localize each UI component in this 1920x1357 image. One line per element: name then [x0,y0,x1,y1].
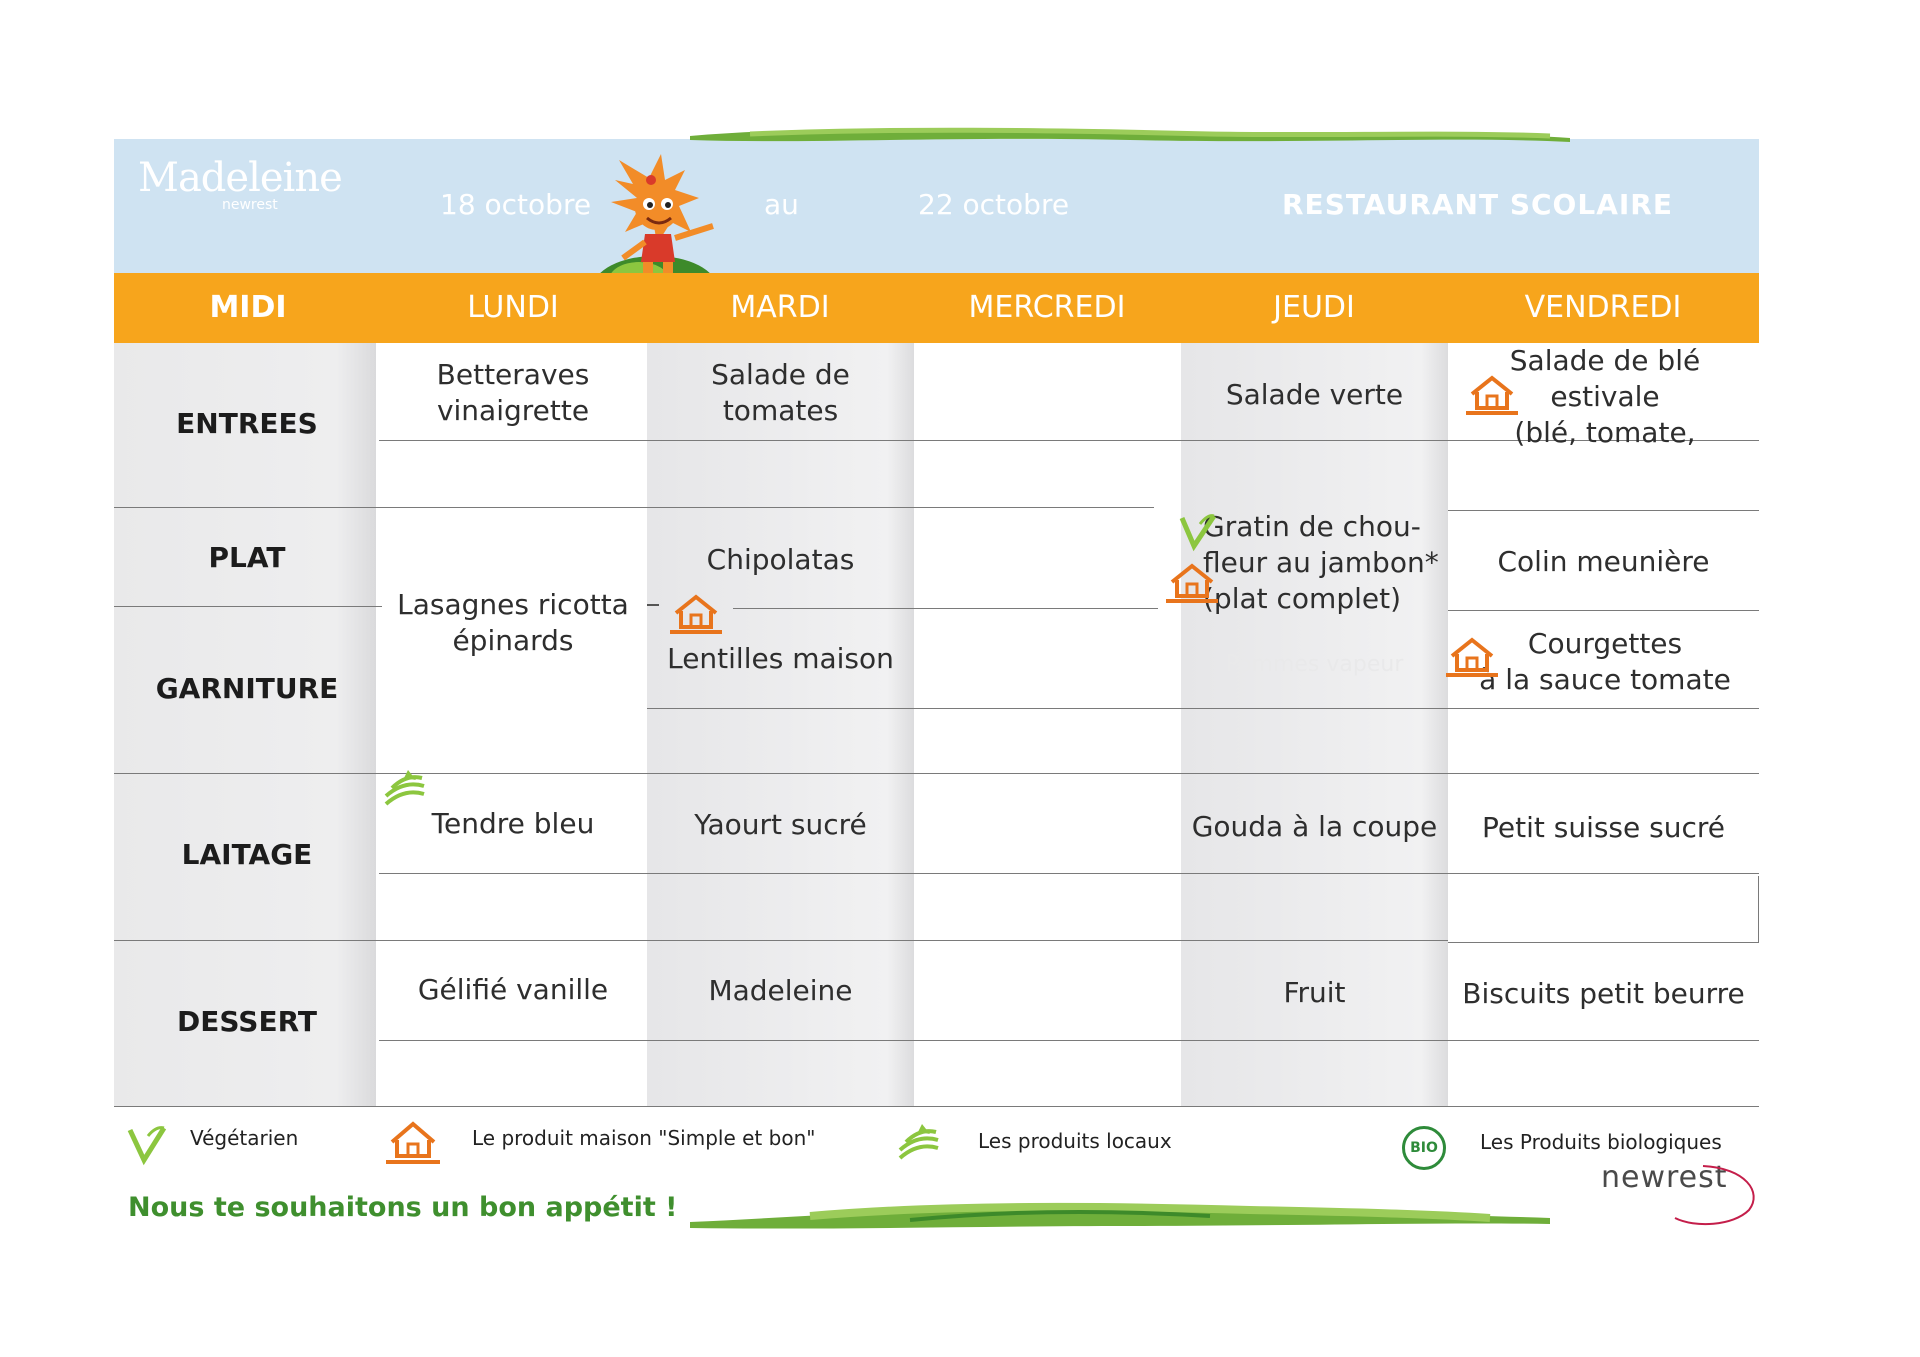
vendredi-garniture [1470,626,1740,698]
corner-label-midi: MIDI [209,290,287,325]
row-label-laitage: LAITAGE [181,838,313,871]
row-label-column [114,343,376,1106]
grid-line [114,507,1154,508]
vendredi-garniture-line: Courgettes [1527,627,1683,660]
lundi-plat [379,587,647,659]
homemade-house-icon [1164,560,1220,604]
leaf-garland-top [690,124,1570,148]
vegetarian-icon [1178,512,1218,552]
vendredi-entree-line: estivale [1550,380,1660,413]
legend-locaux: Les produits locaux [978,1129,1172,1153]
lundi-plat-line: Lasagnes ricotta [397,588,629,621]
grid-line [733,608,1158,609]
jeudi-entree: Salade verte [1225,378,1404,411]
slogan: Nous te souhaitons un bon appétit ! [128,1192,678,1223]
bio-icon: BIO [1402,1126,1446,1170]
vendredi-dessert: Biscuits petit beurre [1462,977,1745,1010]
jeudi-plat-line: (plat complet) [1203,582,1401,615]
grid-line [114,773,1759,774]
mardi-entree-line: tomates [722,394,839,427]
mardi-entree-line: Salade de [711,358,850,391]
grid-line [114,940,1448,941]
lundi-dessert: Gélifié vanille [417,973,609,1006]
vendredi-garniture-line: à la sauce tomate [1479,663,1731,696]
grid-line [647,708,1759,709]
date-from: 18 octobre [440,188,592,221]
legend-vegetarien: Végétarien [190,1126,299,1150]
vendredi-entree-line: (blé, tomate, [1514,416,1696,449]
brand-name: Madeleine [138,155,342,201]
mardi-dessert: Madeleine [708,974,853,1007]
column-mercredi [914,343,1181,1106]
page-title: RESTAURANT SCOLAIRE [1282,188,1673,221]
row-label-entrees: ENTREES [176,407,318,440]
grid-line [114,1106,1759,1107]
vendredi-laitage: Petit suisse sucré [1481,811,1726,844]
day-vendredi: VENDREDI [1524,290,1682,325]
brand-logo [138,155,342,235]
newrest-logo [1585,1160,1761,1226]
grid-line [1448,610,1759,611]
leaf-garland-bottom [690,1196,1550,1236]
jeudi-plat-line: Gratin de chou- [1203,510,1421,543]
vegetarian-icon [126,1122,168,1166]
row-label-dessert: DESSERT [177,1005,317,1038]
jeudi-garniture-faded: Pommes vapeur [1225,652,1404,677]
vendredi-plat: Colin meunière [1497,545,1710,578]
lundi-entree [379,357,647,429]
jeudi-dessert: Fruit [1283,976,1346,1009]
lundi-entree-line: Betteraves [436,358,590,391]
lundi-laitage: Tendre bleu [431,807,595,840]
mardi-entree [647,357,914,429]
grid-line [379,873,1759,874]
newrest-logo-text: newrest [1601,1160,1728,1195]
local-products-icon [896,1120,942,1164]
local-products-icon [382,766,428,810]
jeudi-plat-line: fleur au jambon* [1203,546,1439,579]
jeudi-plat [1181,509,1448,617]
grid-box [1448,876,1759,943]
date-to: 22 octobre [918,188,1070,221]
homemade-house-icon [666,591,726,635]
lundi-entree-line: vinaigrette [436,394,590,427]
brand-sub: newrest [222,197,278,213]
row-label-plat: PLAT [208,541,286,574]
mardi-laitage: Yaourt sucré [694,808,867,841]
jeudi-laitage: Gouda à la coupe [1191,810,1438,843]
lundi-plat-line: épinards [452,624,574,657]
homemade-house-icon [1464,372,1520,416]
row-label-garniture: GARNITURE [155,672,339,705]
grid-line [114,606,382,607]
mardi-plat: Chipolatas [706,543,855,576]
day-lundi: LUNDI [467,290,559,325]
homemade-house-icon [384,1118,442,1166]
day-mercredi: MERCREDI [968,290,1126,325]
newrest-swoosh [1585,1160,1761,1226]
vendredi-entree-line: Salade de blé [1509,344,1701,377]
mardi-garniture: Lentilles maison [667,642,894,675]
homemade-house-icon [1444,634,1500,678]
legend-maison: Le produit maison "Simple et bon" [472,1126,816,1150]
grid-line [379,1040,1759,1041]
legend-bio: Les Produits biologiques [1480,1130,1722,1154]
day-jeudi: JEUDI [1273,290,1355,325]
day-mardi: MARDI [730,290,830,325]
dash-mark [647,604,659,606]
grid-line [1448,510,1759,511]
date-separator: au [764,188,799,221]
